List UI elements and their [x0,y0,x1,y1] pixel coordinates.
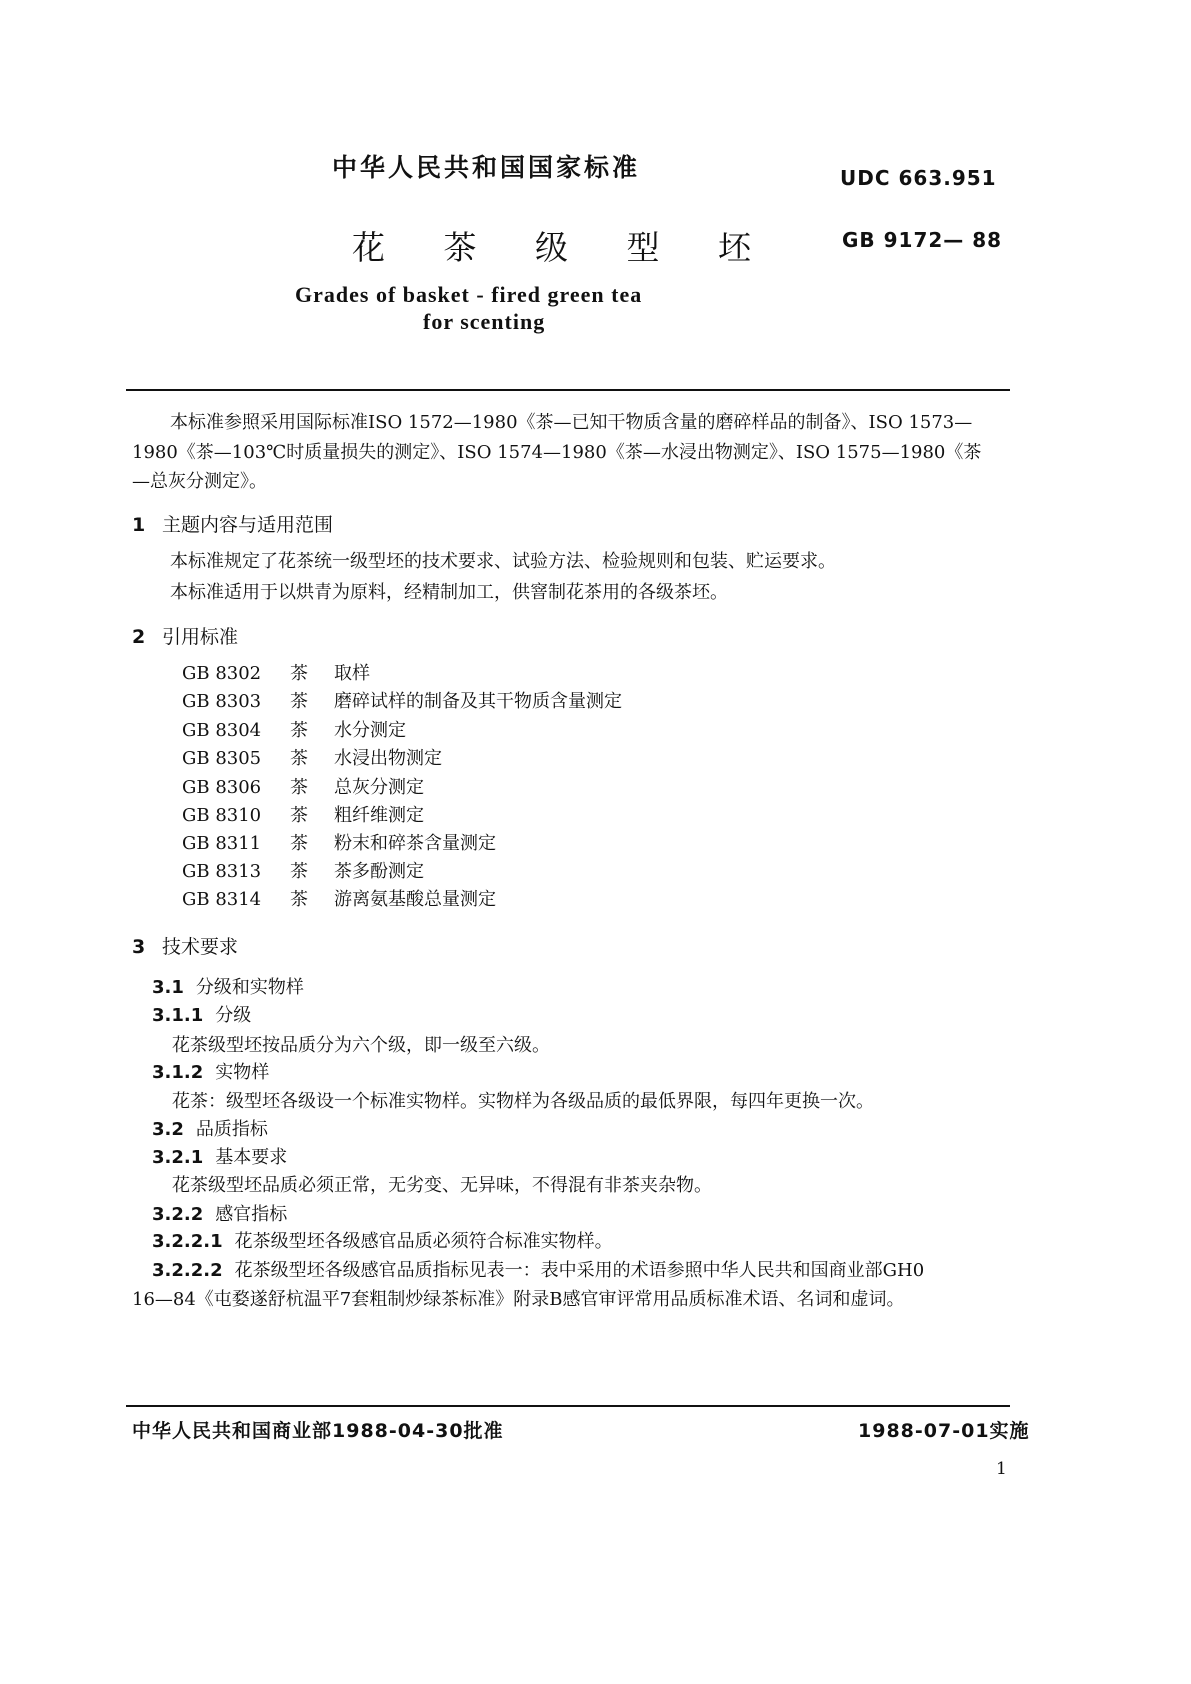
clause-3-1-number: 3.1 [152,977,184,998]
ref-tea: 茶 [290,777,308,798]
clause-3-1-2-title: 实物样 [215,1062,270,1083]
ref-tea: 茶 [290,748,308,769]
intro-line-3: —总灰分测定》。 [132,471,267,492]
clause-3-1-2 [152,1058,269,1084]
document-title-en-line2: for scenting [423,309,546,334]
clause-3-2 [152,1115,268,1141]
clause-3-2-1-text: 花茶级型坯品质必须正常，无劣变、无异味，不得混有非茶夹杂物。 [172,1175,712,1196]
ref-name: 粉末和碎茶含量测定 [334,833,496,854]
ref-row [182,773,424,803]
clause-3-2-2-1-text: 花茶级型坯各级感官品质必须符合标准实物样。 [234,1231,613,1252]
ref-row [182,857,424,887]
section-3-heading [132,932,238,959]
document-title-cn: 花 茶 级 型 坯 [352,228,775,267]
section-1-paragraph-2: 本标准适用于以烘青为原料，经精制加工，供窨制花茶用的各级茶坯。 [170,582,728,603]
ref-code: GB 8304 [182,720,262,741]
ref-name: 水浸出物测定 [334,748,442,769]
ref-tea: 茶 [290,889,308,910]
ref-tea: 茶 [290,691,308,712]
implementation-date: 1988-07-01实施 [858,1420,1030,1442]
udc-code: UDC 663.951 [840,166,997,190]
ref-code: GB 8303 [182,691,262,712]
ref-tea: 茶 [290,663,308,684]
ref-row [182,885,496,915]
ref-tea: 茶 [290,720,308,741]
clause-3-1-2-number: 3.1.2 [152,1062,204,1083]
section-1-paragraph-1: 本标准规定了花茶统一级型坯的技术要求、试验方法、检验规则和包装、贮运要求。 [170,551,836,572]
ref-row [182,659,370,689]
clause-3-2-2-number: 3.2.2 [152,1204,204,1225]
document-title-en-line1: Grades of basket - fired green tea [295,282,643,307]
ref-name: 磨碎试样的制备及其干物质含量测定 [334,691,622,712]
clause-3-2-title: 品质指标 [195,1119,268,1140]
intro-line-1: 本标准参照采用国际标准ISO 1572—1980《茶—已知干物质含量的磨碎样品的制备》、ISO 1573— [170,412,973,433]
clause-3-2-1-number: 3.2.1 [152,1147,204,1168]
clause-3-1-2-text: 花茶：级型坯各级设一个标准实物样。实物样为各级品质的最低界限，每四年更换一次。 [172,1091,874,1112]
clause-3-2-2-1-number: 3.2.2.1 [152,1231,223,1252]
section-3-number: 3 [132,936,146,958]
ref-tea: 茶 [290,833,308,854]
ref-name: 粗纤维测定 [334,805,424,826]
clause-3-2-2-2-number: 3.2.2.2 [152,1260,223,1281]
section-1-heading [132,510,333,537]
section-2-heading [132,622,238,649]
section-2-title: 引用标准 [162,626,239,648]
section-2-number: 2 [132,626,146,648]
ref-name: 游离氨基酸总量测定 [334,889,496,910]
ref-tea: 茶 [290,861,308,882]
ref-code: GB 8305 [182,748,262,769]
ref-row [182,801,424,831]
clause-3-2-number: 3.2 [152,1119,184,1140]
ref-code: GB 8306 [182,777,262,798]
page-number: 1 [996,1459,1007,1479]
clause-3-2-1 [152,1143,287,1169]
clause-3-1-title: 分级和实物样 [195,977,304,998]
clause-3-1 [152,973,304,999]
clause-3-2-2-2-text-1: 花茶级型坯各级感官品质指标见表一：表中采用的术语参照中华人民共和国商业部GH0 [234,1260,925,1281]
ref-code: GB 8302 [182,663,262,684]
section-1-number: 1 [132,514,146,536]
ref-row [182,829,496,859]
clause-3-1-1-text: 花茶级型坯按品质分为六个级，即一级至六级。 [172,1035,550,1056]
clause-3-2-2-2 [152,1256,924,1282]
national-standard-heading: 中华人民共和国国家标准 [332,153,641,182]
ref-name: 取样 [334,663,370,684]
ref-code: GB 8313 [182,861,262,882]
ref-row [182,687,622,717]
clause-3-1-1 [152,1001,251,1027]
ref-row [182,744,442,774]
clause-3-2-2-1 [152,1227,613,1253]
clause-3-2-2-2-text-2: 16—84《屯婺遂舒杭温平7套粗制炒绿茶标准》附录B感官审评常用品质标准术语、名词和虚词。 [132,1289,905,1310]
clause-3-1-1-title: 分级 [215,1005,252,1026]
footer-rule [126,1405,1010,1407]
clause-3-2-1-title: 基本要求 [215,1147,288,1168]
ref-name: 水分测定 [334,720,406,741]
section-1-title: 主题内容与适用范围 [162,514,334,536]
ref-tea: 茶 [290,805,308,826]
section-3-title: 技术要求 [162,936,239,958]
ref-name: 总灰分测定 [334,777,424,798]
clause-3-1-1-number: 3.1.1 [152,1005,204,1026]
header-rule [126,389,1010,391]
ref-code: GB 8314 [182,889,262,910]
gb-standard-number: GB 9172— 88 [842,228,1003,252]
approval-date: 中华人民共和国商业部1988-04-30批准 [132,1420,504,1442]
clause-3-2-2-title: 感官指标 [215,1204,288,1225]
ref-code: GB 8310 [182,805,262,826]
clause-3-2-2 [152,1200,287,1226]
ref-code: GB 8311 [182,833,262,854]
ref-name: 茶多酚测定 [334,861,424,882]
intro-line-2: 1980《茶—103℃时质量损失的测定》、ISO 1574—1980《茶—水浸出物测定》、ISO 1575—1980《茶 [132,442,982,463]
ref-row [182,716,406,746]
